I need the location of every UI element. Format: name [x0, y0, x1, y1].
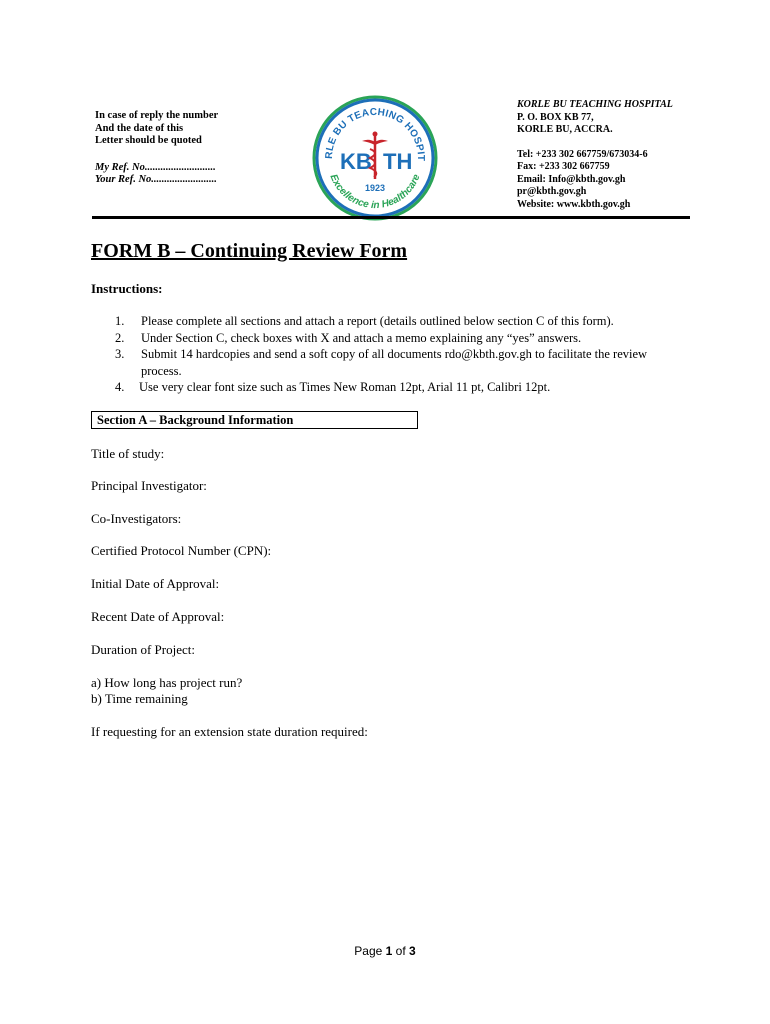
list-item-text: Use very clear font size such as Times New Roman 12pt, Arial 11 pt, Calibri 12pt. — [139, 380, 551, 394]
cpn-label: Certified Protocol Number (CPN): — [91, 543, 272, 558]
reply-note-line-2: And the date of this — [95, 122, 184, 134]
list-item — [115, 330, 685, 347]
list-item-number: 3. — [115, 347, 125, 361]
your-ref-line: Your Ref. No......................... — [95, 174, 217, 185]
page-footer — [0, 944, 770, 958]
reply-note-line-3: Letter should be quoted — [95, 135, 202, 146]
initial-date-label: Initial Date of Approval: — [91, 576, 220, 591]
list-item — [115, 346, 685, 379]
list-item-number: 1. — [115, 314, 125, 328]
extension-label: If requesting for an extension state duration required: — [91, 724, 368, 739]
hospital-email-pr: pr@kbth.gov.gh — [517, 186, 587, 197]
co-investigators-label: Co-Investigators: — [91, 511, 182, 526]
time-remaining-label: b) Time remaining — [91, 691, 188, 706]
hospital-po-box: P. O. BOX KB 77, — [517, 111, 594, 123]
reply-note-line-1: In case of reply the number — [95, 110, 219, 121]
hospital-tel: Tel: +233 302 667759/673034-6 — [517, 148, 648, 160]
hospital-website: Website: www.kbth.gov.gh — [517, 198, 631, 210]
form-title: FORM B – Continuing Review Form — [91, 240, 408, 262]
logo-letters-right: TH — [383, 149, 413, 174]
reply-reference-note — [95, 110, 218, 187]
list-item — [115, 313, 685, 330]
how-long-label: a) How long has project run? — [91, 675, 243, 690]
page-prefix: Page — [354, 944, 386, 958]
title-of-study-label: Title of study: — [91, 446, 165, 461]
hospital-name: KORLE BU TEACHING HOSPITAL — [517, 99, 673, 110]
header-divider — [92, 216, 690, 219]
hospital-email: Email: Info@kbth.gov.gh — [517, 173, 626, 185]
recent-date-label: Recent Date of Approval: — [91, 609, 225, 624]
hospital-city: KORLE BU, ACCRA. — [517, 124, 613, 135]
kbth-logo — [312, 95, 438, 221]
instructions-list — [115, 313, 685, 396]
page-of: of — [392, 944, 410, 958]
hospital-address — [517, 99, 673, 211]
list-item-number: 2. — [115, 330, 125, 345]
instructions-heading: Instructions: — [91, 281, 163, 296]
list-item-text: Submit 14 hardcopies and send a soft copy of all documents rdo@kbth.gov.gh to facilitate the review process. — [141, 347, 648, 378]
section-a-heading: Section A – Background Information — [91, 411, 418, 429]
my-ref-line: My Ref. No........................... — [95, 161, 216, 173]
logo-letters-left: KB — [340, 149, 372, 174]
principal-investigator-label: Principal Investigator: — [91, 478, 207, 493]
list-item — [115, 379, 685, 396]
logo-year: 1923 — [364, 183, 386, 193]
logo-motto: Excellence in Healthcare — [327, 172, 423, 212]
duration-label: Duration of Project: — [91, 642, 195, 657]
page-total: 3 — [409, 944, 416, 958]
page-number: 1 — [385, 944, 393, 958]
hospital-fax: Fax: +233 302 667759 — [517, 161, 610, 172]
list-item-text: Please complete all sections and attach a report (details outlined below section C of this form). — [141, 314, 614, 328]
logo-ring-text: RLE BU TEACHING HOSPIT — [323, 106, 427, 161]
list-item-text: Under Section C, check boxes with X and attach a memo explaining any “yes” answers. — [141, 330, 582, 345]
list-item-number: 4. — [115, 380, 125, 394]
